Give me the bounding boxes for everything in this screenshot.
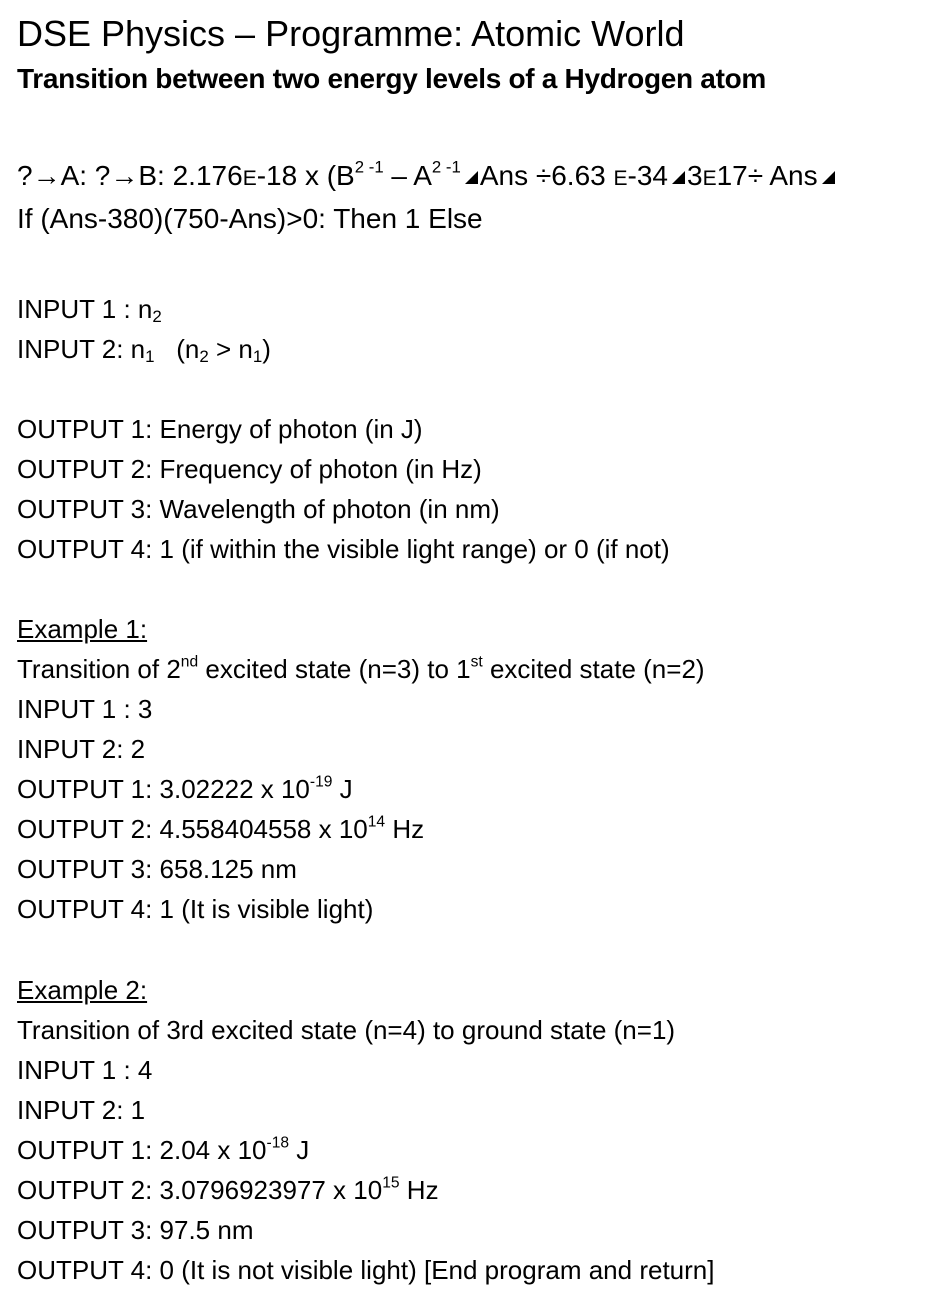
exponent-e: E [613, 167, 628, 190]
example-1-output-4: OUTPUT 4: 1 (It is visible light) [17, 894, 374, 924]
program-text: -18 x (B [256, 160, 355, 191]
example-1-transition [17, 654, 705, 684]
superscript: 15 [382, 1174, 400, 1192]
label: ) [262, 334, 271, 364]
superscript: nd [180, 653, 199, 671]
subscript: 2 [199, 347, 209, 367]
exponent: 2 -1 [354, 157, 384, 177]
example-2-output-2 [17, 1175, 439, 1205]
example-1-output-3: OUTPUT 3: 658.125 nm [17, 854, 297, 884]
example-1-input-2: INPUT 2: 2 [17, 734, 146, 764]
display-triangle-icon [465, 171, 478, 184]
superscript: st [470, 653, 483, 671]
program-text: Ans ÷6.63 [479, 160, 614, 191]
page-title: DSE Physics – Programme: Atomic World [17, 13, 685, 54]
text: Transition of 2 [17, 654, 181, 684]
text: OUTPUT 2: 4.558404558 x 10 [17, 814, 368, 844]
superscript: -18 [266, 1134, 290, 1152]
superscript: -19 [309, 773, 333, 791]
output-4-desc: OUTPUT 4: 1 (if within the visible light range) or 0 (if not) [17, 534, 670, 564]
label: INPUT 2: n [17, 334, 146, 364]
example-2-output-3: OUTPUT 3: 97.5 nm [17, 1215, 254, 1245]
label: (n [154, 334, 200, 364]
display-triangle-icon [822, 171, 835, 184]
output-3-desc: OUTPUT 3: Wavelength of photon (in nm) [17, 494, 500, 524]
exponent-e: E [702, 167, 717, 190]
output-1-desc: OUTPUT 1: Energy of photon (in J) [17, 414, 423, 444]
program-text: ?→A: ?→B: 2.176 [17, 160, 243, 191]
subscript: 2 [152, 307, 162, 327]
input-1-desc [17, 294, 162, 327]
text: Hz [399, 1175, 439, 1205]
example-1-heading: Example 1: [17, 614, 148, 644]
example-2-input-1: INPUT 1 : 4 [17, 1055, 153, 1085]
example-1-output-1 [17, 774, 353, 804]
input-2-desc [17, 334, 271, 367]
text: OUTPUT 2: 3.0796923977 x 10 [17, 1175, 383, 1205]
example-1-input-1: INPUT 1 : 3 [17, 694, 153, 724]
program-text: 17÷ Ans [716, 160, 818, 191]
example-2-output-4: OUTPUT 4: 0 (It is not visible light) [End program and return] [17, 1255, 715, 1285]
exponent: 2 -1 [431, 157, 461, 177]
text: Hz [385, 814, 425, 844]
program-line-2: If (Ans-380)(750-Ans)>0: Then 1 Else [17, 203, 483, 234]
program-text: – A [383, 160, 432, 191]
exponent-e: E [242, 167, 257, 190]
program-line-1 [17, 157, 837, 195]
label: INPUT 1 : n [17, 294, 153, 324]
page-subtitle: Transition between two energy levels of a Hydrogen atom [17, 63, 767, 94]
text: J [332, 774, 353, 804]
text: J [289, 1135, 310, 1165]
text: excited state (n=3) to 1 [198, 654, 471, 684]
text: excited state (n=2) [482, 654, 705, 684]
example-2-output-1 [17, 1135, 309, 1165]
subscript: 1 [145, 347, 155, 367]
example-1-output-2 [17, 814, 424, 844]
superscript: 14 [367, 813, 386, 831]
program-text: 3 [687, 160, 703, 191]
example-2-heading: Example 2: [17, 975, 148, 1005]
output-2-desc: OUTPUT 2: Frequency of photon (in Hz) [17, 454, 482, 484]
text: OUTPUT 1: 2.04 x 10 [17, 1135, 267, 1165]
text: OUTPUT 1: 3.02222 x 10 [17, 774, 310, 804]
subscript: 1 [252, 347, 263, 367]
example-2-input-2: INPUT 2: 1 [17, 1095, 146, 1125]
example-2-transition: Transition of 3rd excited state (n=4) to ground state (n=1) [17, 1015, 676, 1045]
label: > n [208, 334, 253, 364]
program-text: -34 [627, 160, 668, 191]
display-triangle-icon [672, 171, 685, 184]
